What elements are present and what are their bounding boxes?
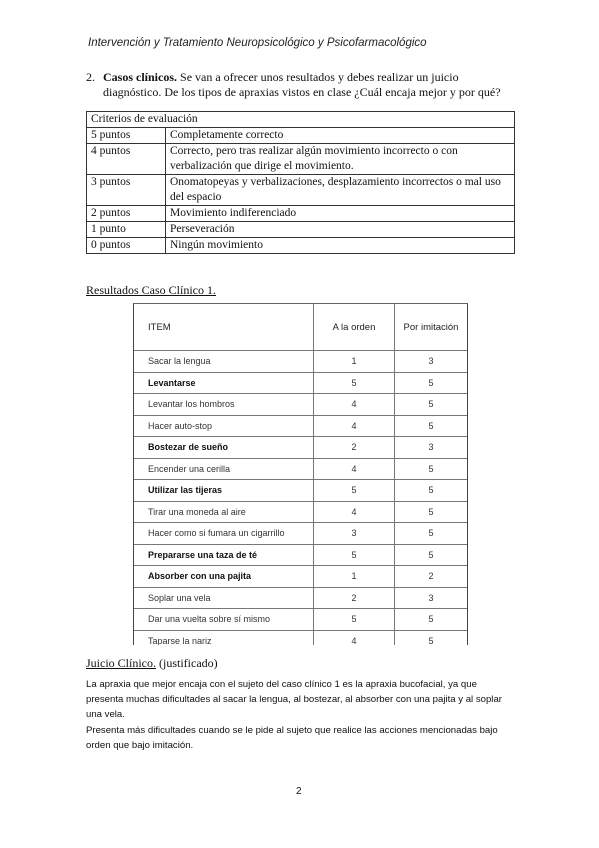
item-name: Levantar los hombros: [134, 394, 314, 416]
results-scanned-table: [133, 303, 468, 645]
item-order: 4: [314, 394, 395, 416]
results-title: Resultados Caso Clínico 1.: [86, 283, 216, 297]
criteria-desc: Movimiento indiferenciado: [166, 206, 515, 222]
item-imitation: 2: [395, 566, 468, 588]
item-imitation: 5: [395, 523, 468, 545]
criteria-header: Criterios de evaluación: [87, 112, 515, 128]
criteria-row: [87, 144, 515, 175]
results-row: [134, 587, 467, 609]
item-order: 1: [314, 351, 395, 373]
item-name: Soplar una vela: [134, 587, 314, 609]
item-order: 4: [314, 630, 395, 645]
criteria-row: [87, 238, 515, 254]
item-imitation: 5: [395, 415, 468, 437]
item-imitation: 5: [395, 609, 468, 631]
juicio-subtitle: (justificado): [156, 656, 218, 670]
item-name: Taparse la nariz: [134, 630, 314, 645]
item-order: 5: [314, 544, 395, 566]
item-name: Dar una vuelta sobre sí mismo: [134, 609, 314, 631]
results-row: [134, 609, 467, 631]
question-title: Casos clínicos.: [103, 70, 178, 84]
item-name: Hacer como si fumara un cigarrillo: [134, 523, 314, 545]
criteria-desc: Ningún movimiento: [166, 238, 515, 254]
results-row: [134, 501, 467, 523]
item-name: Absorber con una pajita: [134, 566, 314, 588]
criteria-row: [87, 175, 515, 206]
page-number: 2: [296, 786, 302, 797]
item-name: Prepararse una taza de té: [134, 544, 314, 566]
criteria-points: 4 puntos: [87, 144, 166, 175]
question-block: [86, 70, 516, 100]
results-header-row: [134, 304, 467, 351]
item-order: 2: [314, 587, 395, 609]
item-order: 4: [314, 458, 395, 480]
results-table: [134, 304, 467, 645]
item-name: Utilizar las tijeras: [134, 480, 314, 502]
item-order: 1: [314, 566, 395, 588]
question-text-line1: Se van a ofrecer unos resultados y debes realizar un juicio: [177, 70, 459, 84]
criteria-desc: Perseveración: [166, 222, 515, 238]
item-name: Levantarse: [134, 372, 314, 394]
item-imitation: 5: [395, 480, 468, 502]
results-row: [134, 437, 467, 459]
item-name: Bostezar de sueño: [134, 437, 314, 459]
criteria-table: [86, 111, 515, 254]
juicio-title: Juicio Clínico.: [86, 656, 156, 670]
item-imitation: 3: [395, 437, 468, 459]
juicio-paragraph-1: La apraxia que mejor encaja con el sujeto del caso clínico 1 es la apraxia bucofacial, ya que presenta muchas dificultades al sacar la lengua, al bostezar, al absorber con una pajita y al soplar una vela.: [86, 679, 502, 720]
item-name: Encender una cerilla: [134, 458, 314, 480]
item-name: Hacer auto-stop: [134, 415, 314, 437]
criteria-points: 3 puntos: [87, 175, 166, 206]
item-order: 5: [314, 609, 395, 631]
results-row: [134, 458, 467, 480]
criteria-points: 1 punto: [87, 222, 166, 238]
results-row: [134, 415, 467, 437]
item-order: 4: [314, 415, 395, 437]
item-imitation: 5: [395, 458, 468, 480]
criteria-points: 0 puntos: [87, 238, 166, 254]
criteria-row: [87, 222, 515, 238]
results-row: [134, 544, 467, 566]
criteria-points: 5 puntos: [87, 128, 166, 144]
item-order: 2: [314, 437, 395, 459]
item-name: Sacar la lengua: [134, 351, 314, 373]
results-row: [134, 372, 467, 394]
question-number: 2.: [86, 70, 95, 84]
results-row: [134, 394, 467, 416]
col-imitation-header: Por imitación: [395, 304, 468, 351]
results-row: [134, 480, 467, 502]
juicio-heading: [86, 656, 218, 671]
question-text-line2: diagnóstico. De los tipos de apraxias vistos en clase ¿Cuál encaja mejor y por qué?: [103, 85, 501, 99]
item-name: Tirar una moneda al aire: [134, 501, 314, 523]
results-row: [134, 351, 467, 373]
results-row: [134, 630, 467, 645]
col-item-header: ITEM: [134, 304, 314, 351]
item-imitation: 5: [395, 501, 468, 523]
results-row: [134, 566, 467, 588]
item-imitation: 3: [395, 351, 468, 373]
item-order: 5: [314, 372, 395, 394]
item-order: 3: [314, 523, 395, 545]
item-imitation: 3: [395, 587, 468, 609]
criteria-desc: Completamente correcto: [166, 128, 515, 144]
item-order: 4: [314, 501, 395, 523]
col-order-header: A la orden: [314, 304, 395, 351]
criteria-row: [87, 128, 515, 144]
item-imitation: 5: [395, 394, 468, 416]
item-imitation: 5: [395, 630, 468, 645]
item-imitation: 5: [395, 544, 468, 566]
results-row: [134, 523, 467, 545]
criteria-points: 2 puntos: [87, 206, 166, 222]
document-header: Intervención y Tratamiento Neuropsicológico y Psicofarmacológico: [88, 37, 427, 49]
item-order: 5: [314, 480, 395, 502]
criteria-row: [87, 206, 515, 222]
criteria-desc: Onomatopeyas y verbalizaciones, desplazamiento incorrectos o mal uso del espacio: [166, 175, 515, 206]
item-imitation: 5: [395, 372, 468, 394]
criteria-desc: Correcto, pero tras realizar algún movimiento incorrecto o con verbalización que dirige el movimiento.: [166, 144, 515, 175]
juicio-paragraph-2: Presenta más dificultades cuando se le pide al sujeto que realice las acciones mencionadas bajo orden que bajo imitación.: [86, 725, 498, 751]
